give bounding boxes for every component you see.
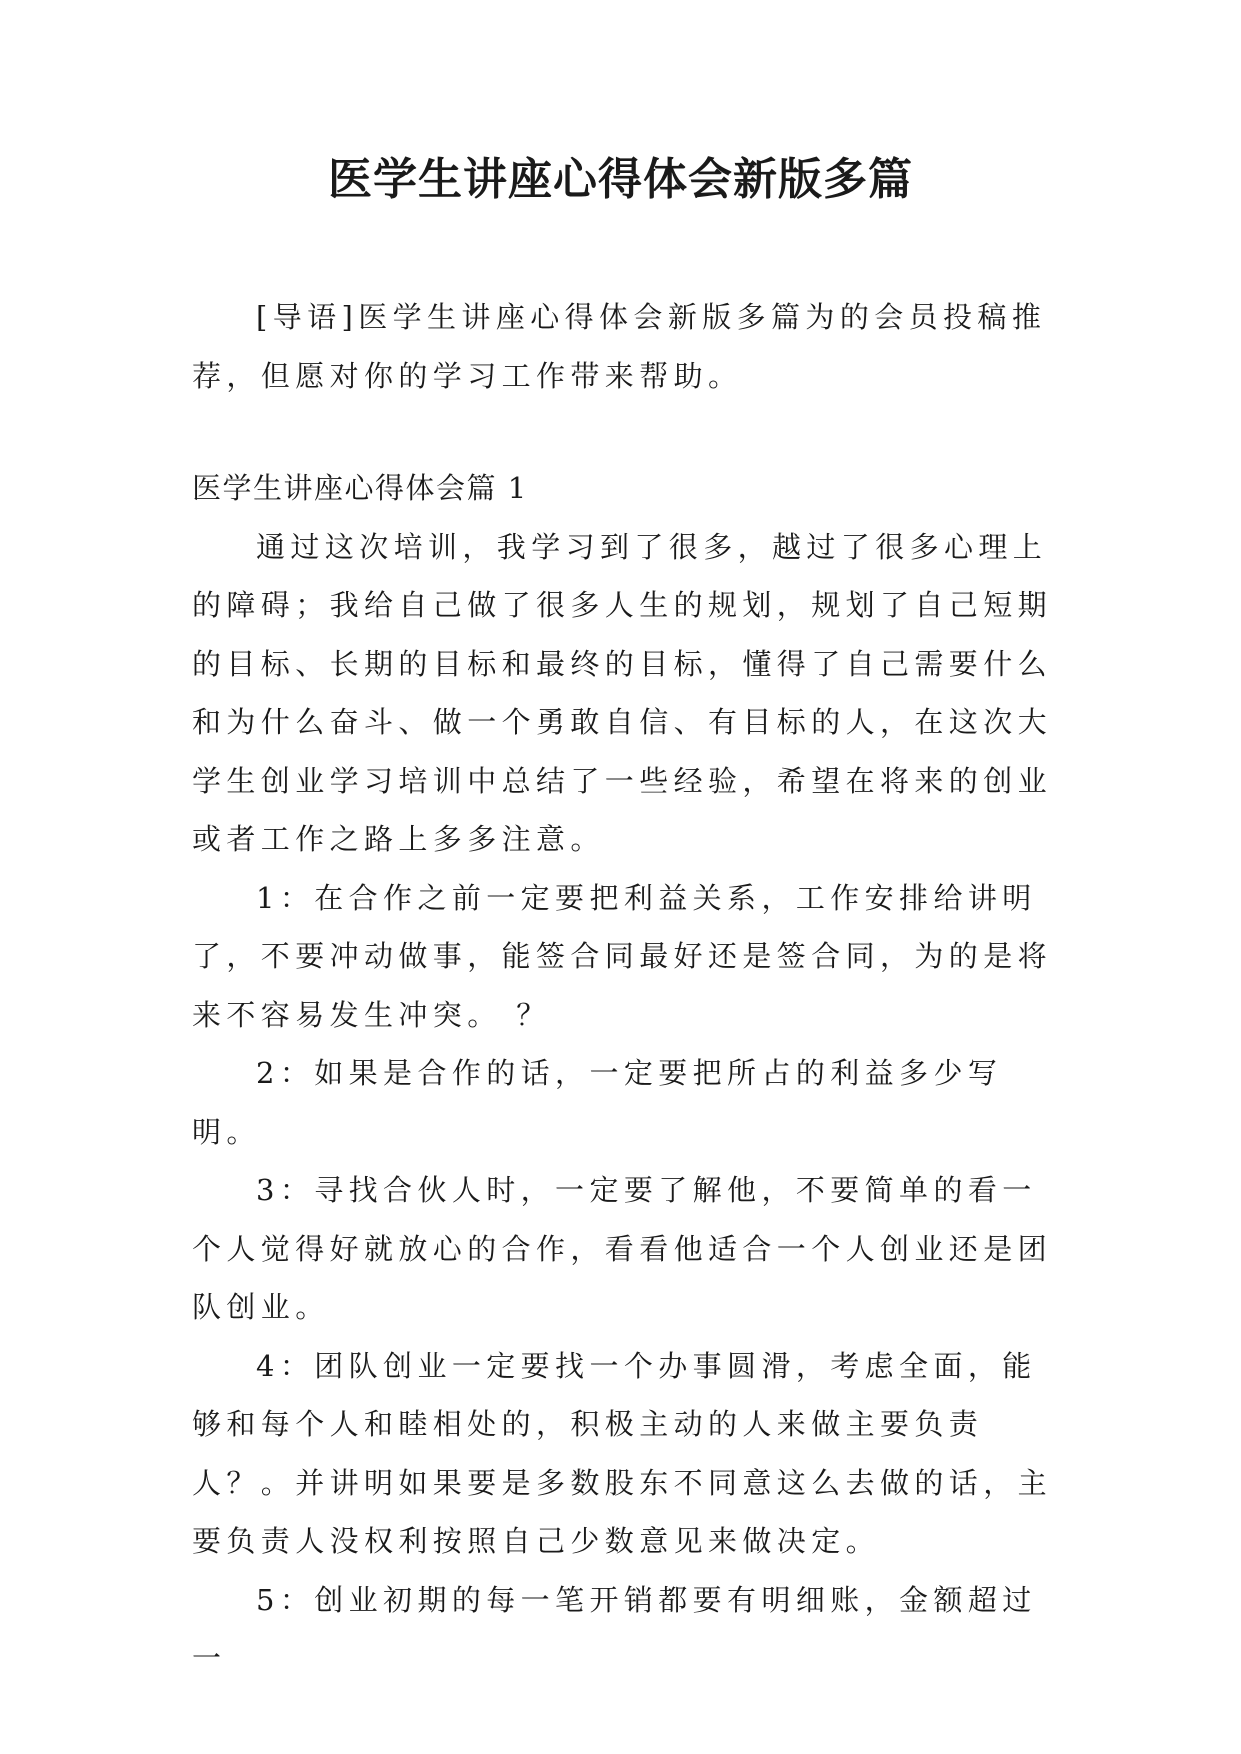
section-heading: 医学生讲座心得体会篇 1 (192, 471, 528, 505)
intro-block (192, 288, 1064, 405)
document-title: 医学生讲座心得体会新版多篇 (328, 154, 913, 205)
intro-paragraph: [导语]医学生讲座心得体会新版多篇为的会员投稿推荐，但愿对你的学习工作带来帮助。 (192, 300, 1047, 393)
section-1 (192, 459, 1064, 1688)
paragraph-6: 5：创业初期的每一笔开销都要有明细账，金额超过一 (192, 1582, 1037, 1675)
paragraph-3: 2：如果是合作的话，一定要把所占的利益多少写明。 (192, 1056, 1003, 1149)
paragraph-4: 3：寻找合伙人时，一定要了解他，不要简单的看一个人觉得好就放心的合作，看看他适合一个人创业还是团队创业。 (192, 1173, 1053, 1324)
paragraph-2: 1：在合作之前一定要把利益关系，工作安排给讲明了，不要冲动做事，能签合同最好还是签合同，为的是将来不容易发生冲突。 ？ (192, 880, 1053, 1032)
paragraph-5: 4：团队创业一定要找一个办事圆滑，考虑全面，能够和每个人和睦相处的，积极主动的人来做主要负责人？。并讲明如果要是多数股东不同意这么去做的话，主要负责人没权利按照自己少数意见来做决定。 (192, 1348, 1053, 1558)
paragraph-1: 通过这次培训，我学习到了很多，越过了很多心理上的障碍；我给自己做了很多人生的规划，规划了自己短期的目标、长期的目标和最终的目标，懂得了自己需要什么和为什么奋斗、做一个勇敢自信、有目标的人，在这次大学生创业学习培训中总结了一些经验，希望在将来的创业或者工作之路上多多注意。 (192, 529, 1053, 856)
